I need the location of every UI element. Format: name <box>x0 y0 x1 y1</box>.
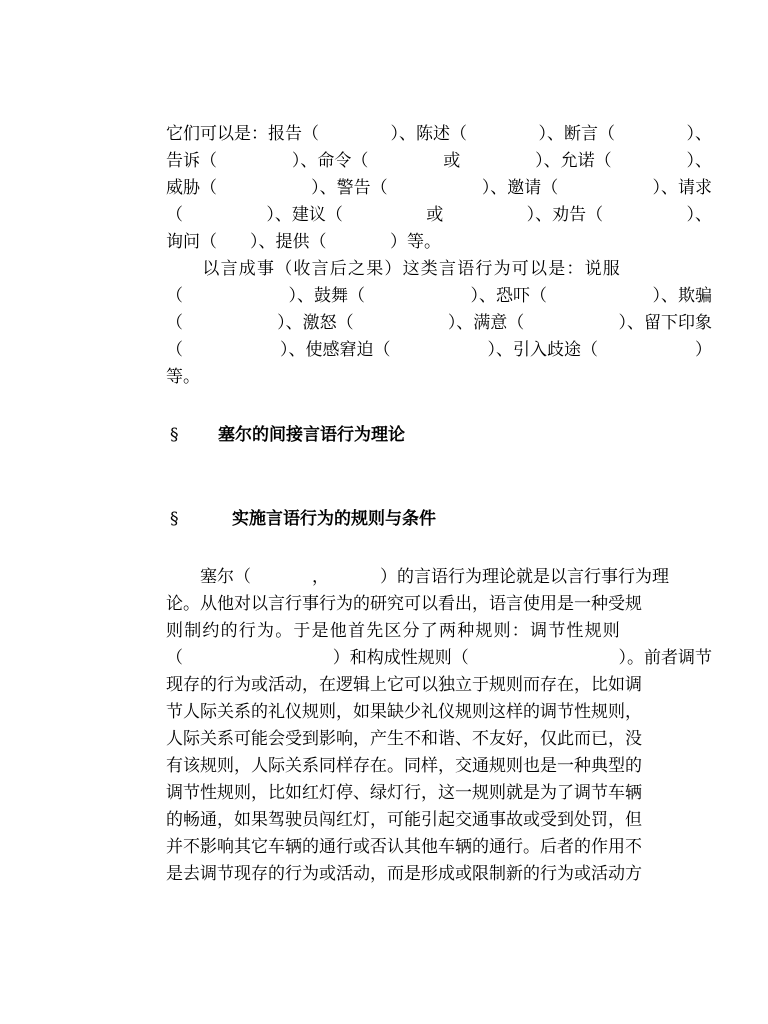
text-segment: 以言成事（收言后之果）这类言语行为可以是：说服 <box>166 259 621 279</box>
paragraph1-line-2 <box>166 148 712 175</box>
text-segment: ）、 <box>686 151 712 171</box>
paragraph2-line-2 <box>166 283 712 310</box>
section-symbol: § <box>170 509 179 529</box>
text-segment: 的畅通，如果驾驶员闯红灯，可能引起交通事故或受到处罚，但 <box>166 810 642 830</box>
paragraph3-line-5 <box>166 672 712 699</box>
text-segment: ）、提供（ <box>250 232 327 252</box>
paragraph3-line-4 <box>166 645 712 672</box>
section-heading-indirect-speech-acts <box>170 422 405 449</box>
paragraph2-line-1 <box>166 256 712 283</box>
text-segment: 威胁（ <box>166 178 217 198</box>
paragraph3-line-11 <box>166 834 712 861</box>
paragraph3-line-3 <box>166 618 712 645</box>
section-heading-rules-and-conditions <box>170 506 436 533</box>
paragraph3-line-1 <box>166 564 712 591</box>
heading-text: 塞尔的间接言语行为理论 <box>218 425 405 445</box>
text-segment: 是去调节现存的行为或活动，而是形成或限制新的行为或活动方 <box>166 864 642 884</box>
text-segment: 节人际关系的礼仪规则，如果缺少礼仪规则这样的调节性规则， <box>166 702 642 722</box>
paragraph3-line-8 <box>166 753 712 780</box>
text-segment: ）、引入歧途（ <box>487 340 598 360</box>
text-segment: 告诉（ <box>166 151 217 171</box>
section-symbol: § <box>170 425 179 445</box>
text-segment: 它们可以是：报告（ <box>166 124 319 144</box>
text-segment: 询问（ <box>166 232 217 252</box>
text-segment: ）、恐吓（ <box>470 286 547 306</box>
text-segment: ）、断言（ <box>538 124 615 144</box>
text-segment: ）等。 <box>390 232 441 252</box>
text-segment: 则制约的行为。于是他首先区分了两种规则：调节性规则 <box>166 621 621 641</box>
heading-text: 实施言语行为的规则与条件 <box>232 509 436 529</box>
paragraph3-line-2 <box>166 591 712 618</box>
text-segment: 等。 <box>166 367 200 387</box>
text-segment: ） <box>695 340 712 360</box>
text-segment: ）、劝告（ <box>526 205 604 225</box>
text-segment: 或 <box>426 205 444 225</box>
text-segment: ）、允诺（ <box>535 151 612 171</box>
text-segment: ）、激怒（ <box>277 313 354 333</box>
text-segment: 塞尔（ <box>166 567 251 587</box>
text-segment: ）、建议（ <box>266 205 343 225</box>
paragraph2-line-3 <box>166 310 712 337</box>
text-segment: （ <box>166 648 183 668</box>
text-segment: （ <box>166 205 183 225</box>
text-segment: ）、 <box>686 205 712 225</box>
paragraph1-line-1 <box>166 121 712 148</box>
text-segment: ）、 <box>686 124 712 144</box>
text-segment: ）的言语行为理论就是以言行事行为理 <box>380 567 669 587</box>
text-segment: ）、留下印象 <box>618 313 712 333</box>
text-segment: （ <box>166 313 183 333</box>
paragraph2-line-5 <box>166 364 712 391</box>
text-segment: 有该规则，人际关系同样存在。同样，交通规则也是一种典型的 <box>166 756 642 776</box>
text-segment: ）、命令（ <box>291 151 369 171</box>
text-segment: ， <box>312 567 329 587</box>
paragraph2-line-4 <box>166 337 712 364</box>
text-segment: ）。前者调节 <box>618 648 712 668</box>
text-segment: ）、警告（ <box>311 178 388 198</box>
text-segment: 论。从他对以言行事行为的研究可以看出，语言使用是一种受规 <box>166 594 642 614</box>
text-segment: 或 <box>443 151 461 171</box>
text-segment: （ <box>166 286 183 306</box>
paragraph3-line-7 <box>166 726 712 753</box>
text-segment: ）、请求 <box>652 178 712 198</box>
paragraph3-line-9 <box>166 780 712 807</box>
text-segment: 人际关系可能会受到影响，产生不和谐、不友好，仅此而已，没 <box>166 729 642 749</box>
text-segment: 并不影响其它车辆的通行或否认其他车辆的通行。后者的作用不 <box>166 837 642 857</box>
text-segment: （ <box>166 340 183 360</box>
text-segment: ）和构成性规则（ <box>332 648 469 668</box>
text-segment: ）、使感窘迫（ <box>280 340 391 360</box>
paragraph1-line-4 <box>166 202 712 229</box>
text-segment: ）、邀请（ <box>481 178 559 198</box>
text-segment: ）、欺骗 <box>652 286 712 306</box>
text-segment: ）、鼓舞（ <box>288 286 365 306</box>
paragraph1-line-5 <box>166 229 712 256</box>
paragraph3-line-10 <box>166 807 712 834</box>
paragraph1-line-3 <box>166 175 712 202</box>
text-segment: ）、陈述（ <box>390 124 467 144</box>
paragraph3-line-6 <box>166 699 712 726</box>
text-segment: ）、满意（ <box>447 313 525 333</box>
text-segment: 调节性规则，比如红灯停、绿灯行，这一规则就是为了调节车辆 <box>166 783 642 803</box>
paragraph3-line-12 <box>166 861 712 888</box>
text-segment: 现存的行为或活动，在逻辑上它可以独立于规则而存在，比如调 <box>166 675 642 695</box>
